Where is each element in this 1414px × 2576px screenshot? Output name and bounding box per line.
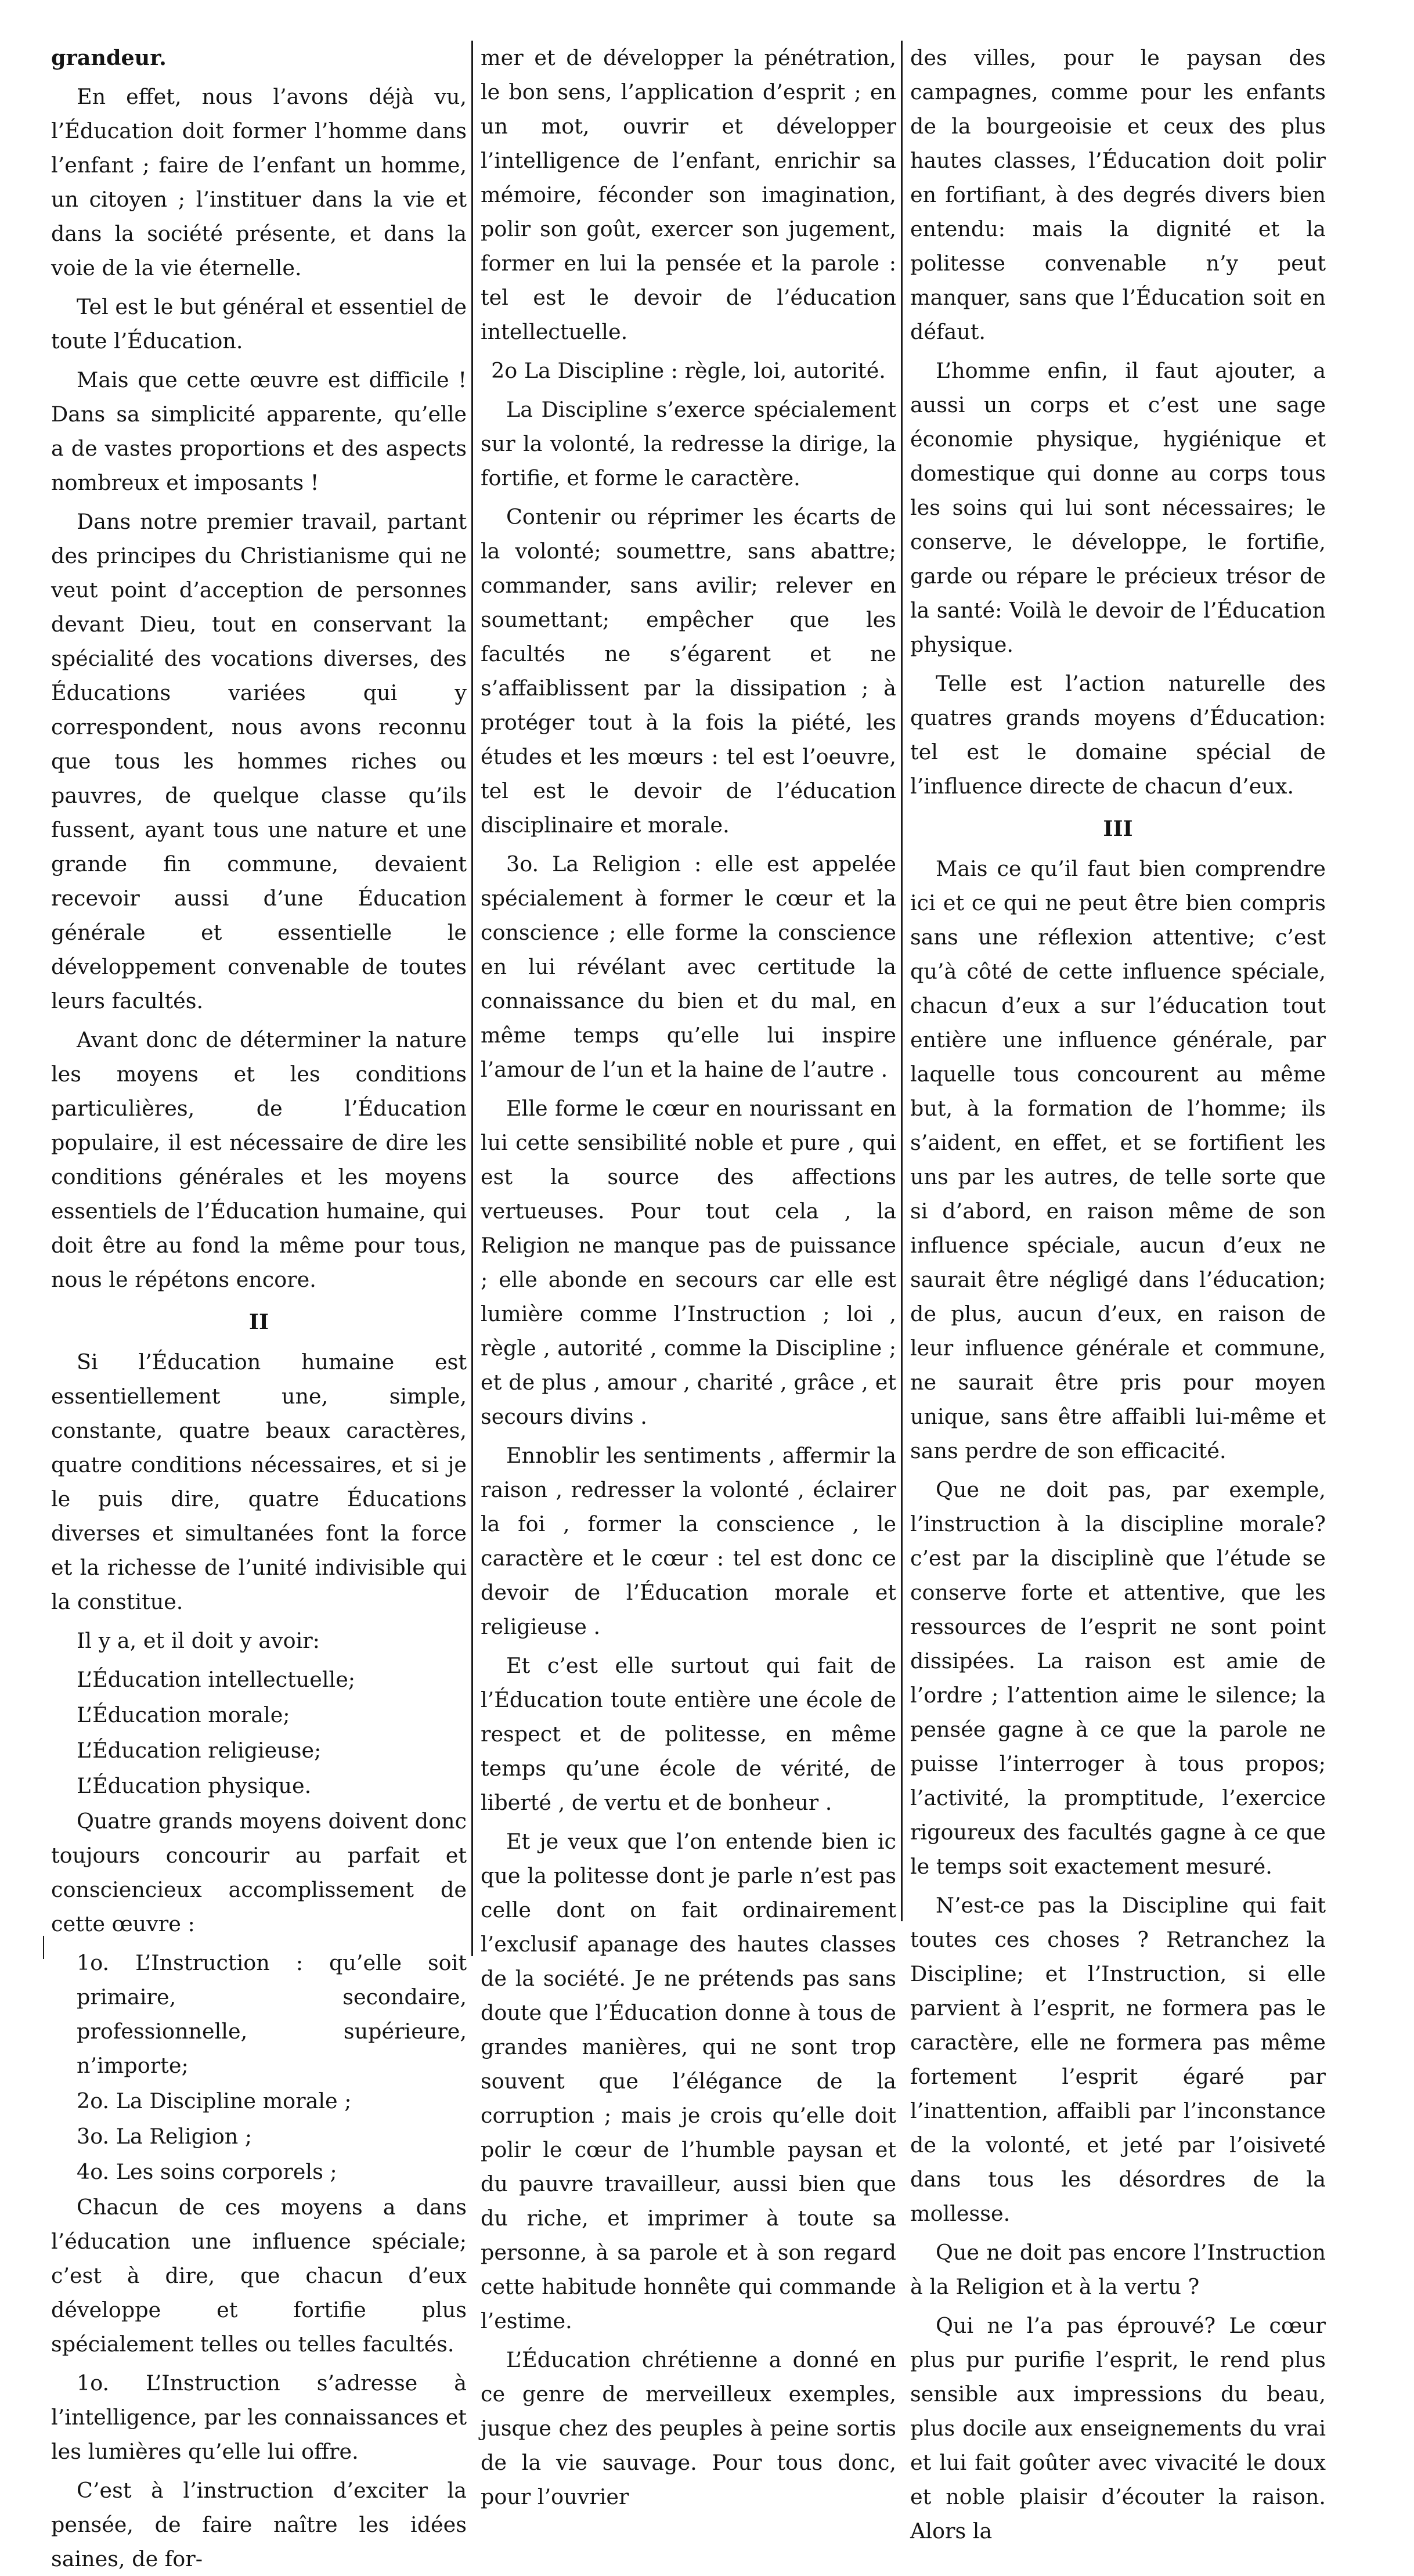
paragraph: L’Éducation chrétienne a donné en ce genre de merveilleux exemples, jusque chez des peuples à peine sortis de la vie sauvage. Pour tous donc, pour l’ouvrier xyxy=(481,2347,896,2509)
paragraph: Et je veux que l’on entende bien ic que la politesse dont je parle n’est pas celle dont on fait ordinairement l’exclusif apanage des hautes classes de la société. Je ne prétends pas sans doute que l’Éducation donne à tous de grandes manières, qui ne sont trop souvent que l’élégance de la corruption ; mais je crois qu’elle doit polir le cœur de l’humble paysan et du pauvre travailleur, aussi bien que du riche, et imprimer à toute sa personne, à sa parole et à son regard cette habitude honnête qui commande l’estime. xyxy=(481,1829,896,2333)
paragraph: Chacun de ces moyens a dans l’éducation une influence spéciale; c’est à dire, que chacun d’eux développe et fortifie plus spécialement telles ou telles facultés. xyxy=(51,2195,467,2357)
paragraph: L’homme enfin, il faut ajouter, a aussi un corps et c’est une sage économie physique, hygiénique et domestique qui donne au corps tous les soins qui lui sont nécessaires; le conserve, le développe, le fortifie, garde ou répare le précieux trésor de la santé: Voilà le devoir de l’Éducation physique. xyxy=(910,358,1326,657)
paragraph: N’est-ce pas la Discipline qui fait toutes ces choses ? Retranchez la Discipline; et l’Instruction, si elle parvient à l’esprit, ne formera pas le caractère, elle ne formera pas même fortement l’esprit égaré par l’inattention, affaibli par l’inconstance de la volonté, et jeté par l’oisiveté dans tous les désordres de la mollesse. xyxy=(910,1893,1326,2226)
paragraph: Tel est le but général et essentiel de toute l’Éducation. xyxy=(51,294,467,353)
list-item: 4o. Les soins corporels ; xyxy=(77,2159,337,2184)
column-rule-1 xyxy=(471,41,473,1956)
paragraph: des villes, pour le paysan des campagnes, comme pour les enfants de la bourgeoisie et ceux des plus hautes classes, l’Éducation doit polir en fortifiant, à des degrés divers bien entendu: mais la dignité et la politesse convenable n’y peut manquer, sans que l’Éducation soit en défaut. xyxy=(910,45,1326,344)
paragraph: Quatre grands moyens doivent donc toujours concourir au parfait et consciencieux accomplissement de cette œuvre : xyxy=(51,1809,467,1936)
paragraph: Que ne doit pas, par exemple, l’instruction à la discipline morale? c’est par la disciplinè que l’étude se conserve forte et attentive, que les ressources de l’esprit ne sont point dissipées. La raison est amie de l’ordre ; l’attention aime le silence; la pensée gagne à ce que la parole ne puisse l’interroger à tous propos; l’activité, la promptitude, l’exercice rigoureux des facultés gagne à ce que le temps soit exactement mesuré. xyxy=(910,1477,1326,1879)
column-rule-2 xyxy=(901,41,903,1921)
text-column-1 xyxy=(51,41,467,2571)
list-item: L’Éducation morale; xyxy=(77,1702,290,1727)
paragraph: En effet, nous l’avons déjà vu, l’Éducation doit former l’homme dans l’enfant ; faire de l’enfant un homme, un citoyen ; l’instituer dans la vie et dans la société présente, et dans la voie de la vie éternelle. xyxy=(51,84,467,280)
list-item: L’Éducation physique. xyxy=(77,1773,312,1798)
paragraph: Dans notre premier travail, partant des principes du Christianisme qui ne veut point d’acception de personnes devant Dieu, tout en conservant la spécialité des vocations diverses, des Éducations variées qui y correspondent, nous avons reconnu que tous les hommes riches ou pauvres, de quelque classe qu’ils fussent, ayant tous une nature et une grande fin commune, devaient recevoir aussi d’une Éducation générale et essentielle le développement convenable de toutes leurs facultés. xyxy=(51,509,467,1013)
paragraph: Que ne doit pas encore l’Instruction à la Religion et à la vertu ? xyxy=(910,2240,1326,2299)
paragraph: La Discipline s’exerce spécialement sur la volonté, la redresse la dirige, la fortifie, et forme le caractère. xyxy=(481,397,896,490)
section-heading: III xyxy=(1103,816,1133,841)
paragraph: 1o. L’Instruction s’adresse à l’intelligence, par les connaissances et les lumières qu’elle lui offre. xyxy=(51,2371,467,2464)
text-column-2 xyxy=(481,41,896,2509)
list-item: L’Éducation intellectuelle; xyxy=(77,1667,356,1692)
paragraph: Mais que cette œuvre est difficile ! Dans sa simplicité apparente, qu’elle a de vastes proportions et des aspects nombreux et imposants ! xyxy=(51,367,467,495)
paragraph: Qui ne l’a pas éprouvé? Le cœur plus pur purifie l’esprit, le rend plus sensible aux impressions du beau, plus docile aux enseignements du vrai et lui fait goûter avec vivacité le doux et noble plaisir d’écouter la raison. Alors la xyxy=(910,2313,1326,2543)
paragraph: mer et de développer la pénétration, le bon sens, l’application d’esprit ; en un mot, ouvrir et développer l’intelligence de l’enfant, enrichir sa mémoire, féconder son imagination, polir son goût, exercer son jugement, former en lui la pensée et la parole : tel est le devoir de l’éducation intellectuelle. xyxy=(481,45,896,344)
paragraph: Elle forme le cœur en nourissant en lui cette sensibilité noble et pure , qui est la source des affections vertueuses. Pour tout cela , la Religion ne manque pas de puissance ; elle abonde en secours car elle est lumière comme l’Instruction ; loi , règle , autorité , comme la Discipline ; et de plus , amour , charité , grâce , et secours divins . xyxy=(481,1096,896,1429)
paragraph: C’est à l’instruction d’exciter la pensée, de faire naître les idées saines, de for- xyxy=(51,2478,467,2571)
list-item: 1o. L’Instruction : qu’elle soit primaire, secondaire, professionnelle, supérieure, n’importe; xyxy=(77,1950,467,2078)
paragraph: Si l’Éducation humaine est essentiellement une, simple, constante, quatre beaux caractères, quatre conditions nécessaires, et si je le puis dire, quatre Éducations diverses et simultanées font la force et la richesse de l’unité indivisible qui la constitue. xyxy=(51,1350,467,1614)
paragraph: grandeur. xyxy=(51,45,167,70)
paragraph: Et c’est elle surtout qui fait de l’Éducation toute entière une école de respect et de politesse, en même temps qu’une école de vérité, de liberté , de vertu et de bonheur . xyxy=(481,1653,896,1815)
list-item: 3o. La Religion ; xyxy=(77,2124,252,2149)
list-item: 2o. La Discipline morale ; xyxy=(77,2088,352,2113)
paragraph: Avant donc de déterminer la nature les moyens et les conditions particulières, de l’Éducation populaire, il est nécessaire de dire les conditions générales et les moyens essentiels de l’Éducation humaine, qui doit être au fond la même pour tous, nous le répétons encore. xyxy=(51,1027,467,1292)
paragraph: Il y a, et il doit y avoir: xyxy=(77,1628,320,1653)
paragraph: Telle est l’action naturelle des quatres grands moyens d’Éducation: tel est le domaine spécial de l’influence directe de chacun d’eux. xyxy=(910,671,1326,799)
paragraph: Ennoblir les sentiments , affermir la raison , redresser la volonté , éclairer la foi , former la conscience , le caractère et le cœur : tel est donc ce devoir de l’Éducation morale et religieuse . xyxy=(481,1443,896,1639)
text-column-3 xyxy=(910,41,1326,2543)
subsection-heading: 2o La Discipline : règle, loi, autorité. xyxy=(491,358,886,383)
margin-mark xyxy=(43,1936,44,1959)
section-heading: II xyxy=(248,1309,269,1334)
paragraph: Mais ce qu’il faut bien comprendre ici et ce qui ne peut être bien compris sans une réflexion attentive; c’est qu’à côté de cette influence spéciale, chacun d’eux a sur l’éducation tout entière une influence générale, par laquelle tous concourent au même but, à la formation de l’homme; ils s’aident, en effet, et se fortifient les uns par les autres, de telle sorte que si d’abord, en raison même de son influence spéciale, aucun d’eux ne saurait être négligé dans l’éducation; de plus, aucun d’eux, en raison de leur influence générale et commune, ne saurait être pris pour moyen unique, sans être affaibli lui-même et sans perdre de son efficacité. xyxy=(910,856,1326,1463)
paragraph: 3o. La Religion : elle est appelée spécialement à former le cœur et la conscience ; elle forme la conscience en lui révélant avec certitude la connaissance du bien et du mal, en même temps qu’elle lui inspire l’amour de l’un et la haine de l’autre . xyxy=(481,852,896,1082)
list-item: L’Éducation religieuse; xyxy=(77,1738,322,1763)
paragraph: Contenir ou réprimer les écarts de la volonté; soumettre, sans abattre; commander, sans avilir; relever en soumettant; empêcher que les facultés ne s’égarent et ne s’affaiblissent par la dissipation ; à protéger tout à la fois la piété, les études et les mœurs : tel est l’oeuvre, tel est le devoir de l’éducation disciplinaire et morale. xyxy=(481,504,896,838)
